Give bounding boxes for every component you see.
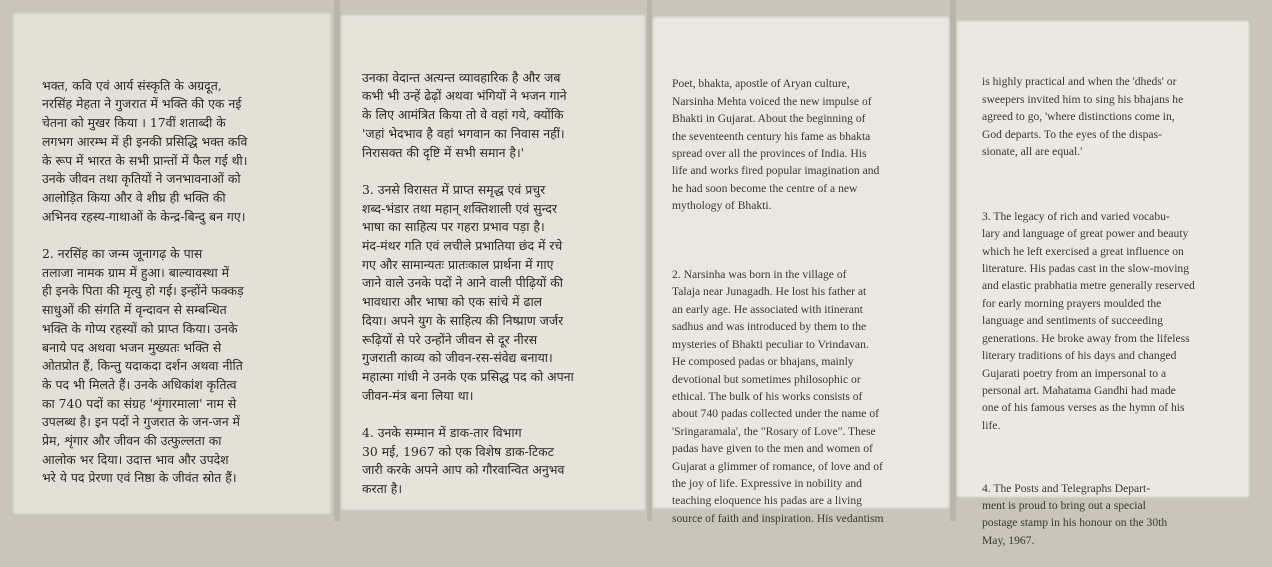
english-paragraph-4: 4. The Posts and Telegraphs Depart- ment is proud to bring out a special postage stamp in his honour on the 30th May, 1967. bbox=[982, 481, 1168, 547]
english-paragraph-3: 3. The legacy of rich and varied vocabu- lary and language of great power and beauty which he left exercised a great influence on literature. His padas cast in the slow-moving and elastic prabhatia metre generally reserved for early morning prayers moulded the language and sentiments of succeeding generations. He broke away from the lifeless literary traditions of his days and changed Gujarati poetry from an impersonal to a personal art. Mahatama Gandhi had made one of his famous verses as the hymn of his life. bbox=[982, 209, 1195, 432]
english-text-column-2 bbox=[982, 56, 1238, 567]
folder-panel-hindi-left bbox=[12, 12, 332, 515]
hindi-paragraph-continued: उनका वेदान्त अत्यन्त व्यावहारिक है और जब कभी भी उन्हें ढेढ़ों अथवा भंगियों ने भजन गाने के लिए आमंत्रित किया तो वे वहां गये, क्योंकि 'जहां भेदभाव है वहां भगवान का निवास नहीं। निरासक्त की दृष्टि में सभी समान है।' bbox=[362, 69, 567, 160]
english-paragraph-1: Poet, bhakta, apostle of Aryan culture, Narsinha Mehta voiced the new impulse of Bhakti in Gujarat. About the beginning of the seventeenth century his fame as bhakta spread over all the provinces of India. His life and works fired popular imagination and he had soon become the centre of a new mythology of Bhakti. bbox=[672, 77, 880, 213]
english-paragraph-2: 2. Narsinha was born in the village of Talaja near Junagadh. He lost his father at an early age. He associated with itinerant sadhus and was introduced by them to the mysteries of Bhakti peculiar to Vrindavan. He composed padas or bhajans, mainly devotional but sometimes philosophic or ethical. The bulk of his works consists of about 740 padas collected under the name of 'Sringaramala', the "Rosary of Love". These padas have given to the men and women of Gujarat a glimmer of romance, of love and of the joy of life. Expressive in nobility and teaching eloquence his padas are a living source of faith and inspiration. His vedantism bbox=[672, 268, 884, 525]
folder-panel-hindi-right bbox=[340, 14, 646, 511]
folder-panel-english-left bbox=[652, 16, 950, 525]
english-text-column-1 bbox=[672, 58, 934, 545]
hindi-paragraph-1: भक्त, कवि एवं आर्य संस्कृति के अग्रदूत, नरसिंह मेहता ने गुजरात में भक्ति की एक नई चेतना को मुखर किया । 17वीं शताब्दी के लगभग आरम्भ में ही इनकी प्रसिद्धि भक्त कवि के रूप में भारत के सभी प्रान्तों में फैल गई थी। उनके जीवन तथा कृतियों ने जनभावनाओं को आलोड़ित किया और वे शीघ्र ही भक्ति की अभिनव रहस्य-गाथाओं के केन्द्र-बिन्दु बन गए। bbox=[42, 77, 248, 224]
hindi-paragraph-3: 3. उनसे विरासत में प्राप्त समृद्ध एवं प्रचुर शब्द-भंडार तथा महान् शक्तिशाली एवं सुन्दर भाषा का साहित्य पर गहरा प्रभाव पड़ा है। मंद-मंथर गति एवं लचीले प्रभातिया छंद में रचे गए और सामान्यतः प्रातःकाल प्रार्थना में गाए जाने वाले उनके पदों ने आने वाली पीढ़ियों की भावधारा और भाषा को एक सांचे में ढाल दिया। अपने युग के साहित्य की निष्प्राण जर्जर रूढ़ियों से परे उन्होंने जीवन से दूर नीरस गुजराती काव्य को जीवन-रस-संवेद्य बनाया। महात्मा गांधी ने उनके एक प्रसिद्ध पद को अपना जीवन-मंत्र बना लिया था। bbox=[362, 181, 574, 403]
folder-panel-english-right bbox=[956, 20, 1250, 547]
hindi-paragraph-2: 2. नरसिंह का जन्म जूनागढ़ के पास तलाजा नामक ग्राम में हुआ। बाल्यावस्था में ही इनके पिता की मृत्यु हो गई। इन्होंने फक्कड़ साधुओं की संगति में वृन्दावन से सम्बन्धित भक्ति के गोप्य रहस्यों को प्राप्त किया। उनके बनाये पद अथवा भजन मुख्यतः भक्ति से ओतप्रोत हैं, किन्तु यदाकदा दर्शन अथवा नीति के पद भी मिलते हैं। उनके अधिकांश कृतित्व का 740 पदों का संग्रह 'शृंगारमाला' नाम से उपलब्ध है। इन पदों ने गुजरात के जन-जन में प्रेम, शृंगार और जीवन की उत्फुल्लता का आलोक भर दिया। उदात्त भाव और उपदेश भरे ये पद प्रेरणा एवं निष्ठा के जीवंत स्रोत हैं। bbox=[42, 246, 244, 486]
hindi-text-column-1 bbox=[42, 58, 314, 507]
hindi-paragraph-4: 4. उनके सम्मान में डाक-तार विभाग 30 मई, 1967 को एक विशेष डाक-टिकट जारी करके अपने आप को गौरवान्वित अनुभव करता है। bbox=[362, 425, 565, 497]
hindi-text-column-2 bbox=[362, 50, 624, 518]
english-paragraph-continued: is highly practical and when the 'dheds' or sweepers invited him to sing his bhajans he agreed to go, 'where distinctions come in, God departs. To the eyes of the dispas- sionate, all are equal.' bbox=[982, 75, 1184, 159]
